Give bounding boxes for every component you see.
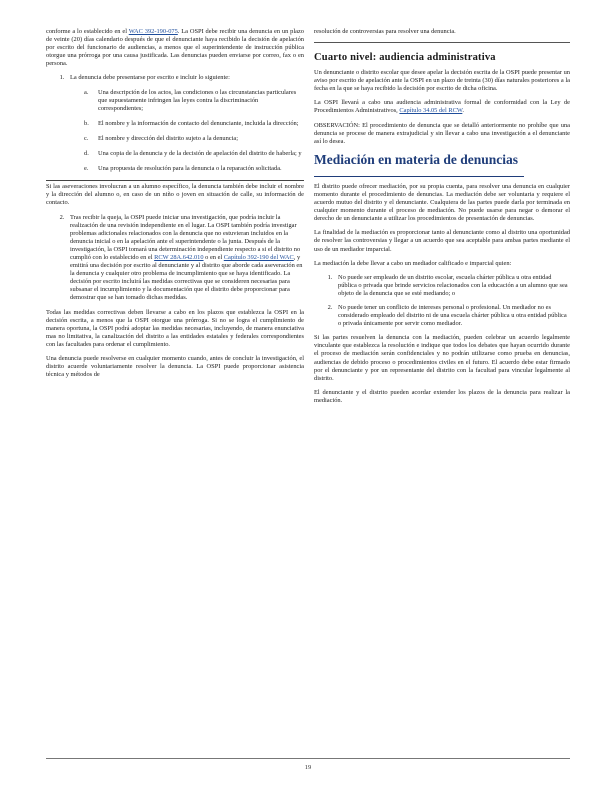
investigation-list (46, 214, 304, 303)
list-item: 1. La denuncia debe presentarse por escrito e incluir lo siguiente: a. Una descripción de los actos, las condiciones o las circunstancias particulares que supuestamente infringen las leyes contra la discriminación correspondientes; b. El nombre y la información de contacto del denunciante, incluida la dirección; c. El nombre y dirección del distrito sujeto a la denuncia; d. Una copia de la denuncia y de la decisión de apelación del distrito de haberla; y e. Una propuesta de resolución para la denuncia o la reparación solicitada. (66, 74, 304, 173)
divider (314, 42, 570, 43)
page-number: 19 (304, 764, 312, 771)
fourth-level-paragraph-1: Un denunciante o distrito escolar que desee apelar la decisión escrita de la OSPI puede presentar un aviso por escrito de apelación ante la OSPI en un plazo de treinta (30) días naturales posteriores a la fecha en la que se haya recibido la decisión por escrito de dicha oficina. (314, 69, 570, 93)
wac-392-190-075-link[interactable]: WAC 392-190-075 (128, 28, 178, 35)
resolution-paragraph: Una denuncia puede resolverse en cualquier momento cuando, antes de concluir la investigación, el distrito acuerde voluntariamente resolver la denuncia. La OSPI puede proporcionar asistencia técnica y métodos de (46, 355, 304, 379)
rcw-34-05-link[interactable]: Capítulo 34.05 del RCW (399, 107, 463, 115)
observation-paragraph: OBSERVACIÓN: El procedimiento de denuncia que se detalló anteriormente no prohíbe que una denuncia se procese de manera extrajudicial y sin llevar a cabo una investigación a el denunciante así lo desea. (314, 121, 570, 145)
footer-divider (46, 758, 570, 759)
fourth-level-paragraph-2: La OSPI llevará a cabo una audiencia administrativa formal de conformidad con la Ley de Procedimientos Administrativos, Capítulo 34.05 del RCW. (314, 99, 570, 115)
mediation-heading: Mediación en materia de denuncias (314, 151, 518, 167)
list-item: e. Una propuesta de resolución para la denuncia o la reparación solicitada. (84, 165, 282, 173)
minor-note-paragraph: Si las aseveraciones involucran a un alumno específico, la denuncia también debe incluir el nombre y la dirección del alumno o, en caso de un niño o joven en situación de calle, su información de contacto. (46, 183, 304, 207)
mediator-requirements-list (314, 274, 570, 329)
list-item: 2. No puede tener un conflicto de intereses personal o profesional. Un mediador no es considerado empleado del distrito ni de una escuela chárter pública u otra entidad pública o privada únicamente por servir como mediador. (334, 304, 570, 328)
complaint-requirements-list (46, 74, 304, 173)
left-column (46, 28, 304, 385)
list-item: b. El nombre y la información de contacto del denunciante, incluida la dirección; (84, 119, 299, 127)
list-item: 2. Tras recibir la queja, la OSPI puede iniciar una investigación, que podría incluir la realización de una revisión independiente en el lugar. La OSPI también podría investigar problemas adicionales relacionados con la denuncia que no estuvieran incluidos en la denuncia inicial o en la apelación ante el superintendente o la junta. Después de la investigación, la OSPI tomará una determinación independiente respecto a si el distrito no cumplió con lo establecido en el RCW 28A.642.010 o en el Capítulo 392-190 del WAC, y emitirá una decisión por escrito al denunciante y al distrito que aborde cada aseveración en la denuncia y cualquier otro problema de incumplimiento que se haya identificado. La decisión por escrito incluirá las medidas correctivas que se consideren necesarias para subsanar el incumplimiento y la documentación que el distrito debe proporcionar para demostrar que se han tomado dichas medidas. (66, 214, 304, 303)
wac-392-190-link[interactable]: Capítulo 392-190 del WAC (223, 253, 294, 261)
intro-paragraph: conforme a lo establecido en el WAC 392-190-075. La OSPI debe recibir una denuncia en un plazo de veinte (20) días calendario después de que el denunciante haya recibido la decisión de apelación por escrito del funcionario de audiencias, a menos que el superintendente de instrucción pública otorgue una prórroga por una causa justificada. Las denuncias pueden enviarse por correo, fax o en persona. (46, 28, 304, 68)
list-item: d. Una copia de la denuncia y de la decisión de apelación del distrito de haberla; y (84, 150, 302, 158)
rcw-28a-642-010-link[interactable]: RCW 28A.642.010 (154, 253, 204, 261)
sub-list (70, 89, 304, 174)
list-item: 1. No puede ser empleado de un distrito escolar, escuela chárter pública u otra entidad pública o privada que brinde servicios relacionados con la educación a un alumno que sea objeto de la denuncia que se esté mediando; o (334, 274, 570, 298)
mediation-paragraph-5: El denunciante y el distrito pueden acordar extender los plazos de la denuncia para realizar la mediación. (314, 388, 570, 404)
mediation-paragraph-4: Si las partes resuelven la denuncia con la mediación, pueden celebrar un acuerdo legalmente vinculante que establezca la resolución e indique que todos los debates que hayan ocurrido durante el proceso de mediación serán confidenciales y no podrán utilizarse como prueba en denuncias, audiencias de debido proceso o procedimientos civiles en el futuro. El acuerdo debe estar firmado por el denunciante y por un representante del distrito con la facultad para vincular legalmente al distrito. (314, 334, 570, 382)
mediation-paragraph-3: La mediación la debe llevar a cabo un mediador calificado e imparcial quien: (314, 259, 512, 267)
divider (46, 180, 304, 181)
list-item: c. El nombre y dirección del distrito sujeto a la denuncia; (84, 134, 239, 142)
fourth-level-heading: Cuarto nivel: audiencia administrativa (314, 52, 496, 64)
corrective-actions-paragraph: Todas las medidas correctivas deben llevarse a cabo en los plazos que establezca la OSPI en la decisión escrita, a menos que la OSPI otorgue una prórroga. Si no se logra el cumplimiento de manera oportuna, la OSPI podrá adoptar las medidas necesarias, incluyendo, de manera enunciativa mas no limitativa, la canalización del distrito a las entidades estatales y federales correspondientes con las facultades para ordenar el cumplimiento. (46, 308, 304, 348)
mediation-paragraph-2: La finalidad de la mediación es proporcionar tanto al denunciante como al distrito una oportunidad de resolver las controversias y llegar a un acuerdo que sea aceptable para ambas partes mediante el uso de un mediador imparcial. (314, 229, 570, 253)
right-column (314, 28, 570, 411)
list-item: a. Una descripción de los actos, las condiciones o las circunstancias particulares que supuestamente infringen las leyes contra la discriminación correspondientes; (84, 88, 297, 112)
continuation-paragraph: resolución de controversias para resolver una denuncia. (314, 28, 456, 35)
heading-underline (314, 176, 524, 177)
mediation-paragraph-1: El distrito puede ofrecer mediación, por su propia cuenta, para resolver una denuncia en cualquier momento durante el procedimiento de denuncias. La mediación debe ser voluntaria y requiere el acuerdo mutuo del distrito y el denunciante. Cualquiera de las partes puede darla por terminada en cualquier momento durante el proceso de mediación. No puede usarse para negar o demorar el derecho de un denunciante a utilizar los procedimientos de presentación de denuncias. (314, 182, 570, 223)
